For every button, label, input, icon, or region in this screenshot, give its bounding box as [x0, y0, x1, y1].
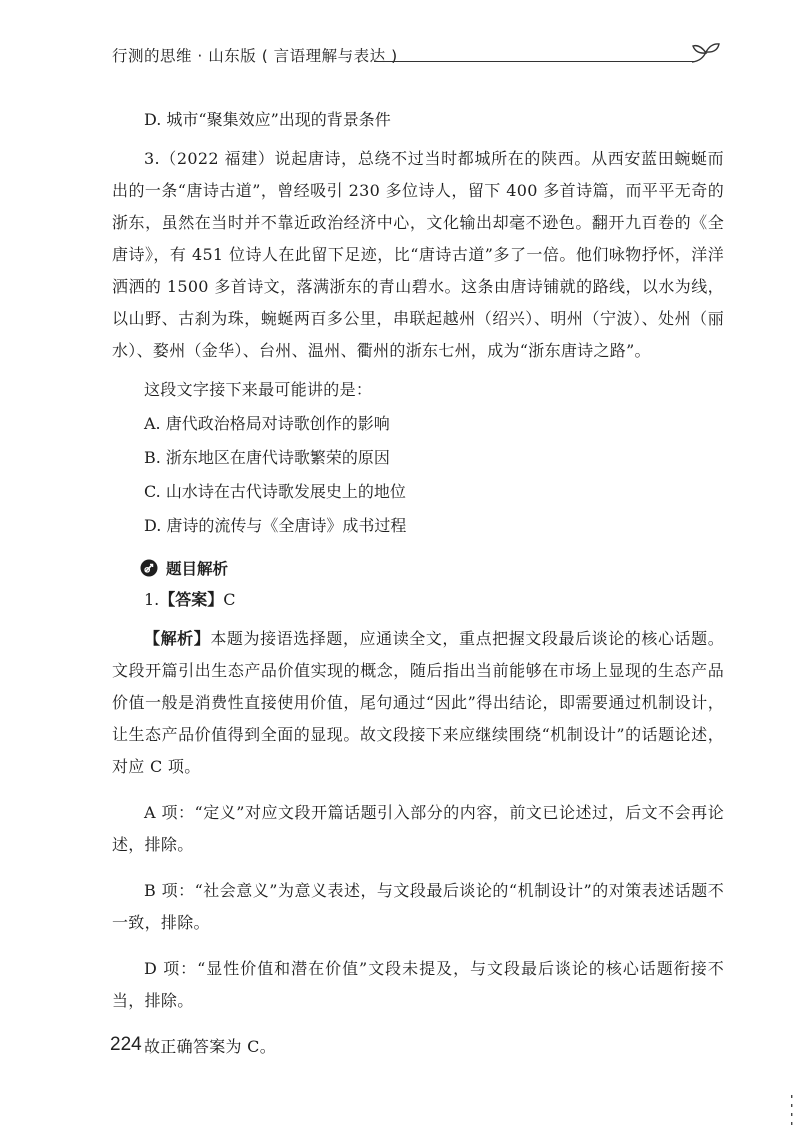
answer-number: 1.	[144, 590, 160, 609]
explanation-item-d: D 项：“显性价值和潜在价值”文段未提及，与文段最后谈论的核心话题衔接不当，排除。	[112, 959, 724, 1010]
running-header	[112, 40, 722, 72]
question3-option-d: D. 唐诗的流传与《全唐诗》成书过程	[144, 516, 407, 535]
explanation-item-b: B 项：“社会意义”为意义表述，与文段最后谈论的“机制设计”的对策表述话题不一致，排除。	[112, 881, 724, 932]
conclusion: 故正确答案为 C。	[144, 1037, 277, 1056]
question3-option-b: B. 浙东地区在唐代诗歌繁荣的原因	[144, 448, 390, 467]
main-content	[112, 104, 724, 1063]
question3-prompt: 这段文字接下来最可能讲的是：	[144, 380, 373, 399]
answer-label: 【答案】	[159, 590, 224, 609]
sprout-ornament-icon	[686, 40, 726, 72]
page-number: 224	[110, 1034, 142, 1055]
explanation-text: 本题为接语选择题，应通读全文，重点把握文段最后谈论的核心话题。文段开篇引出生态产品价值实现的概念，随后指出当前能够在市场上显现的生态产品价值一般是消费性直接使用价值，尾句通过“因此”得出结论，即需要通过机制设计，让生态产品价值得到全面的显现。故文段接下来应继续围绕“机制设计”的话题论述，对应 C 项。	[112, 629, 724, 776]
analysis-section-title: 题目解析	[166, 560, 229, 578]
header-title: 行测的思维 · 山东版 ( 言语理解与表达 )	[112, 47, 398, 65]
explanation-item-a: A 项：“定义”对应文段开篇话题引入部分的内容，前文已论述过，后文不会再论述，排除。	[112, 803, 724, 854]
analysis-section-heading	[112, 552, 724, 584]
question3-passage: 3.（2022 福建）说起唐诗，总绕不过当时都城所在的陕西。从西安蓝田蜿蜒而出的一条“唐诗古道”，曾经吸引 230 多位诗人，留下 400 多首诗篇，而平平无奇的浙东，虽然在当时并不靠近政治经济中心，文化输出却毫不逊色。翻开九百卷的《全唐诗》，有 451 位诗人在此留下足迹，比“唐诗古道”多了一倍。他们咏物抒怀，洋洋洒洒的 1500 多首诗文，落满浙东的青山碧水。这条由唐诗铺就的路线，以水为线，以山野、古刹为珠，蜿蜒两百多公里，串联起越州（绍兴）、明州（宁波）、处州（丽水）、婺州（金华）、台州、温州、衢州的浙东七州，成为“浙东唐诗之路”。	[112, 149, 724, 360]
question2-option-d: D. 城市“聚集效应”出现的背景条件	[144, 110, 391, 129]
explanation-paragraph	[112, 623, 724, 783]
question3-option-c: C. 山水诗在古代诗歌发展史上的地位	[144, 482, 406, 501]
scan-edge-marks	[790, 1095, 794, 1135]
bullet-circle-icon	[140, 559, 158, 577]
explanation-label: 【解析】	[144, 629, 211, 648]
header-rule	[374, 61, 694, 62]
answer-value: C	[223, 590, 236, 609]
question3-option-a: A. 唐代政治格局对诗歌创作的影响	[144, 414, 390, 433]
answer-line	[112, 584, 724, 616]
